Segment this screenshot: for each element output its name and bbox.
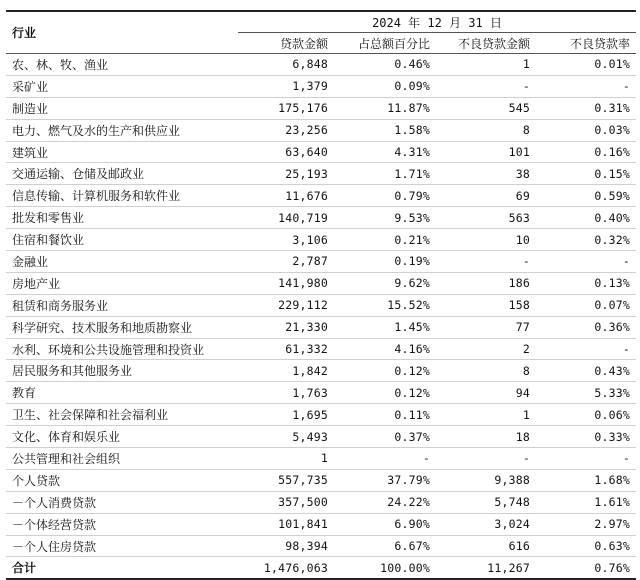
loan-amount-cell: 23,256	[238, 119, 334, 141]
table-row	[6, 382, 636, 404]
npl-rate-cell: -	[536, 75, 636, 97]
industry-cell: 制造业	[6, 97, 238, 119]
loan-amount-cell: 140,719	[238, 207, 334, 229]
npl-rate-cell: -	[536, 338, 636, 360]
industry-cell: 租赁和商务服务业	[6, 294, 238, 316]
table-row	[6, 272, 636, 294]
table-row	[6, 207, 636, 229]
loan-amount-cell: 141,980	[238, 272, 334, 294]
percent-cell: 0.21%	[334, 229, 436, 251]
npl-amount-header: 不良贷款金额	[436, 33, 536, 54]
npl-rate-cell: 0.43%	[536, 360, 636, 382]
percent-cell: 6.67%	[334, 535, 436, 557]
industry-cell: －个体经营贷款	[6, 513, 238, 535]
loan-amount-cell: 63,640	[238, 141, 334, 163]
table-row	[6, 448, 636, 470]
industry-cell: 采矿业	[6, 75, 238, 97]
table-row	[6, 426, 636, 448]
percent-cell: 6.90%	[334, 513, 436, 535]
loan-amount-cell: 11,676	[238, 185, 334, 207]
date-header: 2024 年 12 月 31 日	[238, 11, 636, 33]
npl-rate-cell: -	[536, 251, 636, 273]
industry-cell: 卫生、社会保障和社会福利业	[6, 404, 238, 426]
percent-cell: 0.19%	[334, 251, 436, 273]
npl-amount-cell: 158	[436, 294, 536, 316]
industry-cell: 水利、环境和公共设施管理和投资业	[6, 338, 238, 360]
npl-amount-cell: 18	[436, 426, 536, 448]
npl-amount-cell: 3,024	[436, 513, 536, 535]
npl-rate-cell: 0.59%	[536, 185, 636, 207]
loan-amount-cell: 1,842	[238, 360, 334, 382]
table-row	[6, 491, 636, 513]
npl-amount-cell: 545	[436, 97, 536, 119]
percent-cell: 0.46%	[334, 54, 436, 76]
table-row	[6, 251, 636, 273]
npl-amount-cell: 186	[436, 272, 536, 294]
industry-column-header: 行业	[6, 11, 238, 54]
percent-cell: 0.12%	[334, 360, 436, 382]
npl-amount-cell: 38	[436, 163, 536, 185]
loan-amount-cell: 1,379	[238, 75, 334, 97]
loan-amount-cell: 3,106	[238, 229, 334, 251]
industry-cell: 房地产业	[6, 272, 238, 294]
industry-cell: 科学研究、技术服务和地质勘察业	[6, 316, 238, 338]
npl-rate-cell: 0.63%	[536, 535, 636, 557]
percent-of-total-header: 占总额百分比	[334, 33, 436, 54]
table-row	[6, 229, 636, 251]
industry-cell: 教育	[6, 382, 238, 404]
industry-cell: 金融业	[6, 251, 238, 273]
table-row	[6, 185, 636, 207]
loan-amount-cell: 1	[238, 448, 334, 470]
industry-cell: 居民服务和其他服务业	[6, 360, 238, 382]
npl-amount-cell: 101	[436, 141, 536, 163]
loan-amount-cell: 1,763	[238, 382, 334, 404]
loan-industry-table	[6, 10, 636, 580]
industry-cell: 合计	[6, 557, 238, 579]
npl-rate-cell: 0.03%	[536, 119, 636, 141]
npl-rate-cell: 0.36%	[536, 316, 636, 338]
npl-rate-cell: 0.31%	[536, 97, 636, 119]
total-row	[6, 557, 636, 579]
table-row	[6, 338, 636, 360]
percent-cell: 15.52%	[334, 294, 436, 316]
percent-cell: 9.53%	[334, 207, 436, 229]
percent-cell: 1.58%	[334, 119, 436, 141]
npl-rate-cell: 0.15%	[536, 163, 636, 185]
loan-amount-cell: 25,193	[238, 163, 334, 185]
loan-amount-cell: 357,500	[238, 491, 334, 513]
npl-amount-cell: 616	[436, 535, 536, 557]
industry-cell: 交通运输、仓储及邮政业	[6, 163, 238, 185]
loan-industry-table-container	[6, 0, 636, 580]
percent-cell: -	[334, 448, 436, 470]
npl-rate-cell: -	[536, 448, 636, 470]
npl-rate-cell: 0.76%	[536, 557, 636, 579]
npl-amount-cell: 1	[436, 54, 536, 76]
table-row	[6, 404, 636, 426]
npl-rate-header: 不良贷款率	[536, 33, 636, 54]
percent-cell: 1.71%	[334, 163, 436, 185]
table-row	[6, 294, 636, 316]
npl-rate-cell: 0.06%	[536, 404, 636, 426]
loan-amount-cell: 6,848	[238, 54, 334, 76]
npl-rate-cell: 0.07%	[536, 294, 636, 316]
table-row	[6, 469, 636, 491]
loan-amount-cell: 175,176	[238, 97, 334, 119]
industry-cell: 文化、体育和娱乐业	[6, 426, 238, 448]
percent-cell: 0.12%	[334, 382, 436, 404]
percent-cell: 0.79%	[334, 185, 436, 207]
percent-cell: 4.31%	[334, 141, 436, 163]
percent-cell: 24.22%	[334, 491, 436, 513]
npl-amount-cell: 69	[436, 185, 536, 207]
percent-cell: 0.37%	[334, 426, 436, 448]
table-header-row-1	[6, 11, 636, 33]
npl-amount-cell: 1	[436, 404, 536, 426]
percent-cell: 9.62%	[334, 272, 436, 294]
table-row	[6, 119, 636, 141]
loan-amount-cell: 1,695	[238, 404, 334, 426]
npl-rate-cell: 1.68%	[536, 469, 636, 491]
percent-cell: 0.11%	[334, 404, 436, 426]
npl-amount-cell: 77	[436, 316, 536, 338]
table-row	[6, 75, 636, 97]
loan-amount-header: 贷款金额	[238, 33, 334, 54]
npl-amount-cell: -	[436, 75, 536, 97]
industry-cell: 公共管理和社会组织	[6, 448, 238, 470]
loan-amount-cell: 229,112	[238, 294, 334, 316]
loan-amount-cell: 101,841	[238, 513, 334, 535]
npl-amount-cell: 11,267	[436, 557, 536, 579]
table-row	[6, 316, 636, 338]
npl-amount-cell: -	[436, 448, 536, 470]
table-row	[6, 535, 636, 557]
table-row	[6, 54, 636, 76]
percent-cell: 1.45%	[334, 316, 436, 338]
npl-rate-cell: 0.40%	[536, 207, 636, 229]
industry-cell: 信息传输、计算机服务和软件业	[6, 185, 238, 207]
npl-amount-cell: 2	[436, 338, 536, 360]
npl-rate-cell: 5.33%	[536, 382, 636, 404]
npl-amount-cell: 563	[436, 207, 536, 229]
npl-amount-cell: 8	[436, 119, 536, 141]
table-row	[6, 163, 636, 185]
loan-amount-cell: 98,394	[238, 535, 334, 557]
npl-rate-cell: 0.01%	[536, 54, 636, 76]
industry-cell: 住宿和餐饮业	[6, 229, 238, 251]
table-row	[6, 141, 636, 163]
loan-amount-cell: 557,735	[238, 469, 334, 491]
percent-cell: 100.00%	[334, 557, 436, 579]
table-row	[6, 360, 636, 382]
npl-rate-cell: 0.33%	[536, 426, 636, 448]
percent-cell: 37.79%	[334, 469, 436, 491]
loan-amount-cell: 2,787	[238, 251, 334, 273]
percent-cell: 0.09%	[334, 75, 436, 97]
npl-rate-cell: 0.16%	[536, 141, 636, 163]
table-body	[6, 54, 636, 580]
percent-cell: 4.16%	[334, 338, 436, 360]
npl-rate-cell: 0.32%	[536, 229, 636, 251]
industry-cell: 农、林、牧、渔业	[6, 54, 238, 76]
table-row	[6, 513, 636, 535]
table-row	[6, 97, 636, 119]
loan-amount-cell: 1,476,063	[238, 557, 334, 579]
npl-amount-cell: 9,388	[436, 469, 536, 491]
npl-amount-cell: 10	[436, 229, 536, 251]
npl-rate-cell: 0.13%	[536, 272, 636, 294]
loan-amount-cell: 21,330	[238, 316, 334, 338]
industry-cell: 建筑业	[6, 141, 238, 163]
npl-amount-cell: 5,748	[436, 491, 536, 513]
npl-rate-cell: 1.61%	[536, 491, 636, 513]
npl-rate-cell: 2.97%	[536, 513, 636, 535]
npl-amount-cell: 8	[436, 360, 536, 382]
industry-cell: －个人消费贷款	[6, 491, 238, 513]
industry-cell: －个人住房贷款	[6, 535, 238, 557]
loan-amount-cell: 5,493	[238, 426, 334, 448]
industry-cell: 个人贷款	[6, 469, 238, 491]
industry-cell: 电力、燃气及水的生产和供应业	[6, 119, 238, 141]
npl-amount-cell: -	[436, 251, 536, 273]
loan-amount-cell: 61,332	[238, 338, 334, 360]
percent-cell: 11.87%	[334, 97, 436, 119]
industry-cell: 批发和零售业	[6, 207, 238, 229]
npl-amount-cell: 94	[436, 382, 536, 404]
